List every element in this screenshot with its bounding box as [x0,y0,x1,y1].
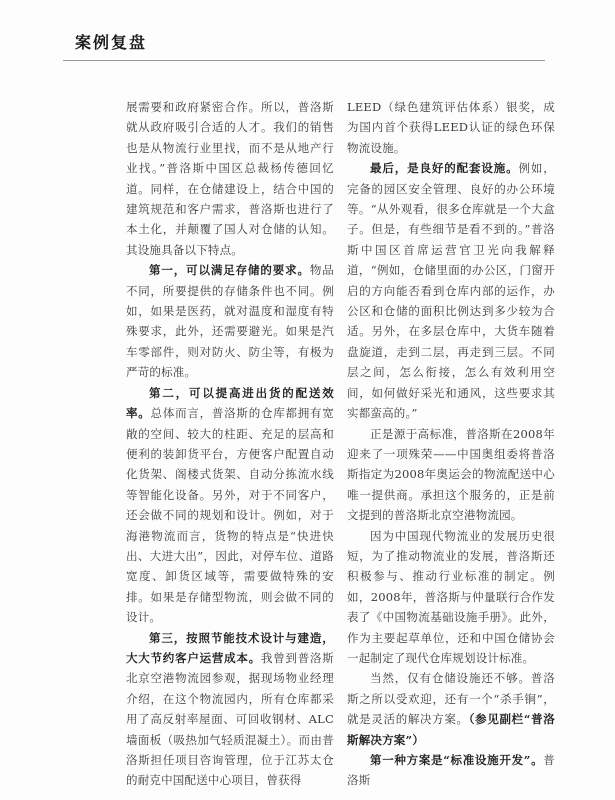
paragraph-text: 因为中国现代物流业的发展历史很短，为了推动物流业的发展，普洛斯还积极参与、推动行业标准的制定。例如，2008年，普洛斯与仲量联行合作发表了《中国物流基础设施手册》。此外，作为主要起草单位，还和中国仓储协会一起制定了现代仓库规划设计标准。 [347,528,555,665]
left-column [126,97,334,791]
paragraph-text: 正是源于高标准，普洛斯在2008年迎来了一项殊荣——中国奥组委将普洛斯指定为2008年奥运会的物流配送中心唯一提供商。承担这个服务的，正是前文提到的普洛斯北京空港物流园。 [347,426,555,523]
paragraph [347,158,555,423]
paragraph-text: 展需要和政府紧密合作。所以，普洛斯就从政府吸引合适的人才。我们的销售也是从物流行业里找，而不是从地产行业找。”普洛斯中国区总裁杨传德回忆道。同样，在仓储建设上，结合中国的建筑规范和客户需求，普洛斯也进行了本土化，并颠覆了国人对仓储的认知。其设施具备以下特点。 [126,100,334,257]
paragraph [347,97,555,158]
paragraph-lead: 第一种方案是“标准设施开发”。 [370,753,544,767]
paragraph-text: LEED（绿色建筑评估体系）银奖，成为国内首个获得LEED认证的绿色环保物流设施。 [347,100,555,155]
header-rule [63,60,545,61]
paragraph-text: 总体而言，普洛斯的仓库都拥有宽敞的空间、较大的柱距、充足的层高和便利的装卸货平台，方便客户配置自动化货架、阁楼式货架、自动分拣流水线等智能化设备。另外，对于不同客户，还会做不同的规划和设计。例如，对于海港物流而言，货物的特点是“快进快出、大进大出”，因此，对停车位、道路宽度、卸货区域等，需要做特殊的安排。如果是存储型物流，则会做不同的设计。 [126,406,335,625]
article-body [126,97,556,791]
paragraph [126,628,334,791]
right-column [347,97,555,791]
paragraph-lead: 第三，按照节能技术设计与建造，大大节约客户运营成本。 [126,630,334,665]
paragraph-lead: 第一，可以满足存储的要求。 [149,263,310,278]
paragraph [347,750,555,791]
paragraph-lead: 第二，可以提高进出货的配送效率。 [126,385,334,421]
paragraph [347,668,555,750]
paragraph [347,526,555,669]
paragraph-text: 例如，完备的园区安全管理、良好的办公环境等。“从外观看，很多仓库就是一个大盒子。但是，有些细节是看不到的。”普洛斯中国区首席运营官卫光向我解释道，“例如，仓储里面的办公区，门窗开启的方向能否看到仓库内部的运作，办公区和仓储的面积比例达到多少较为合适。另外，在多层仓库中，大货车随着盘旋道，走到二层，再走到三层。不同层之间，怎么衔接，怎么有效利用空间，如何做好采光和通风，这些要求其实都蛮高的。” [347,161,555,421]
paragraph-text: 普洛斯 [347,753,555,788]
paragraph [126,383,334,628]
paragraph-text: 物品不同，所要提供的存储条件也不同。例如，如果是医药，就对温度和湿度有特殊要求，此外，还需要避光。如果是汽车零部件，则对防火、防尘等，有极为严苛的标准。 [126,263,334,380]
paragraph-tail: （参见副栏“普洛斯解决方案”） [347,712,556,747]
page-title: 案例复盘 [75,33,148,52]
paragraph [347,424,555,526]
paragraph [126,97,334,260]
paragraph-text: 当然，仅有仓储设施还不够。普洛斯之所以受欢迎，还有一个“杀手锏”，就是灵活的解决方案。 [347,671,555,727]
paragraph [126,260,334,382]
paragraph-text: 我曾到普洛斯北京空港物流园参观，据现场物业经理介绍，在这个物流园内，所有仓库都采用了高反射率屋面、可回收钢材、ALC墙面板（吸热加气轻质混凝土）。而由普洛斯担任项目咨询管理，位于江苏太仓的耐克中国配送中心项目，曾获得 [126,650,334,788]
paragraph-lead: 最后，是良好的配套设施。 [370,161,519,176]
